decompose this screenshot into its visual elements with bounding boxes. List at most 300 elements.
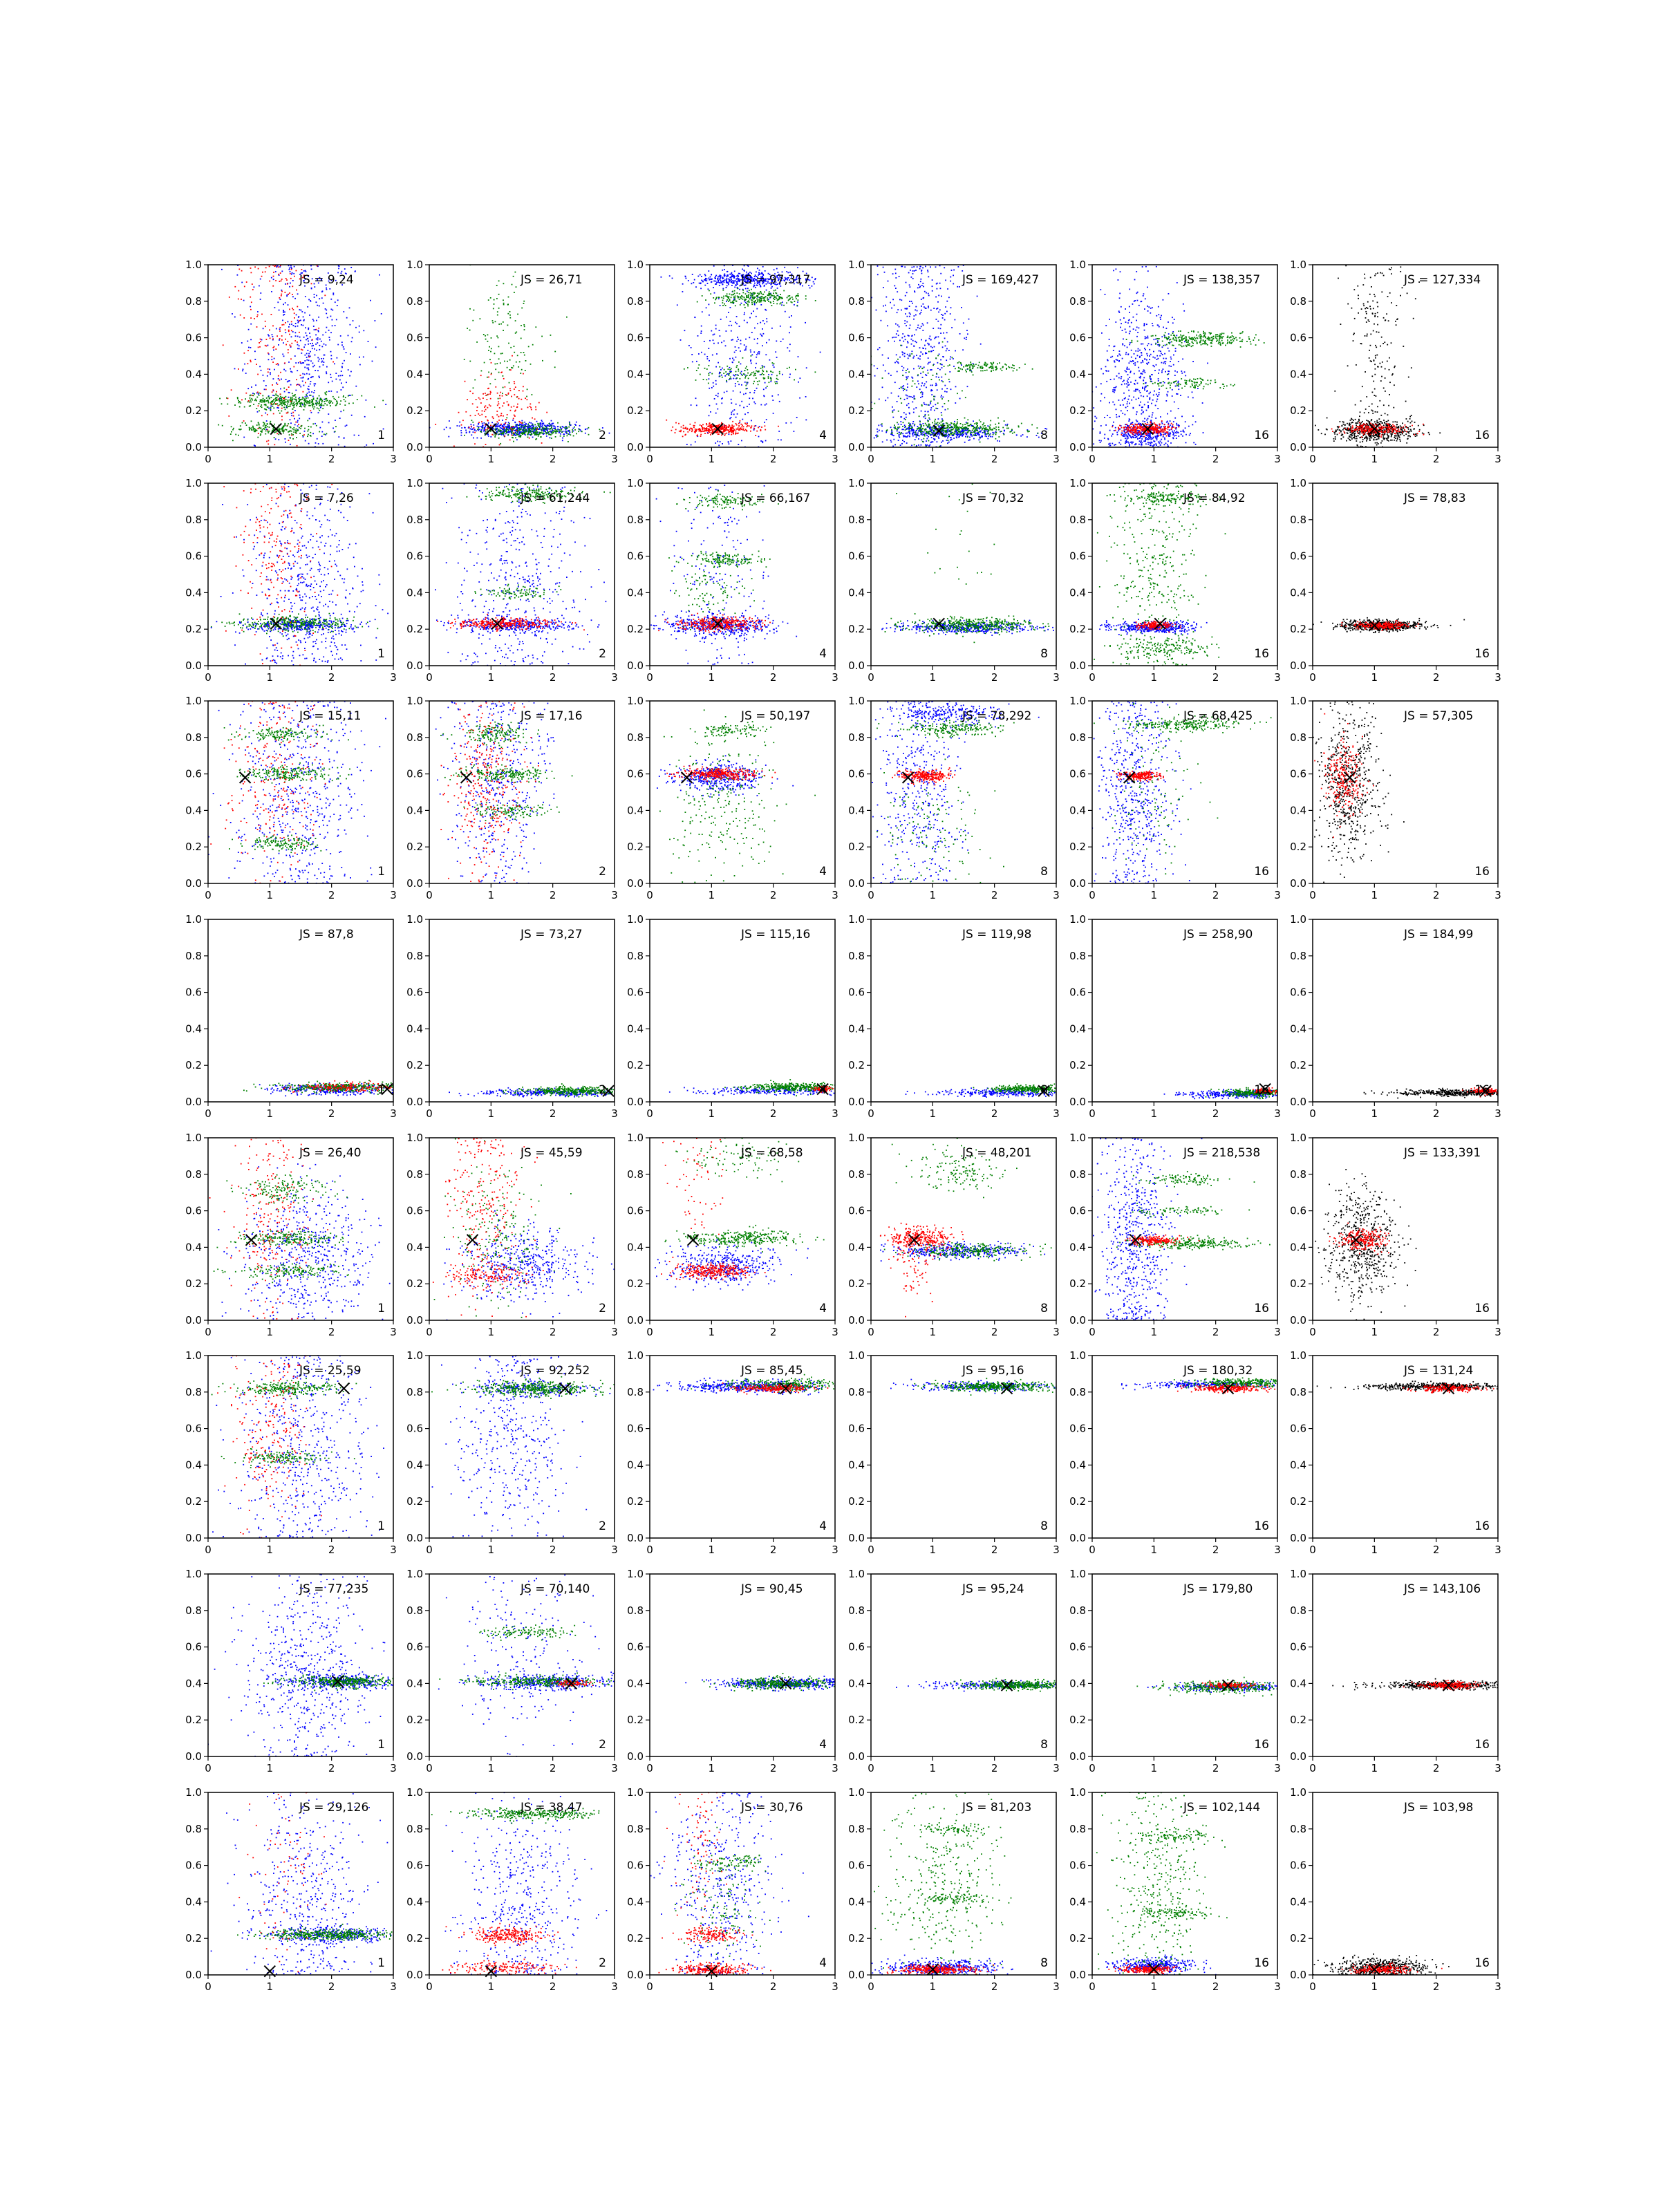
y-tick-label: 1.0 [185,259,202,271]
scatter-point [585,429,586,430]
scatter-point [479,415,480,416]
scatter-point [541,429,543,430]
scatter-point [736,316,738,317]
scatter-point [888,340,889,341]
scatter-point [498,358,500,359]
scatter-point [760,293,762,294]
scatter-point [309,395,310,396]
scatter-point [709,278,710,279]
scatter-point [912,435,914,437]
scatter-point [232,440,234,441]
scatter-point [723,373,724,374]
scatter-point [789,299,790,300]
scatter-point [998,436,1000,438]
scatter-point [291,321,292,323]
scatter-point [515,320,516,321]
scatter-point [762,328,763,330]
scatter-point [713,265,715,267]
scatter-point [288,349,289,350]
scatter-point [967,386,968,387]
scatter-point [938,438,939,439]
scatter-point [744,265,745,267]
y-tick-label: 0.8 [185,295,202,308]
scatter-point [925,444,926,446]
scatter-point [918,357,919,359]
scatter-point [326,327,328,328]
scatter-point [510,427,512,429]
scatter-point [479,429,480,430]
scatter-point [538,435,539,437]
scatter-point [588,434,590,435]
scatter-point [786,302,787,303]
scatter-point [285,339,286,340]
scatter-point [229,297,230,298]
scatter-point [776,383,778,384]
scatter-point [272,362,274,363]
scatter-point [729,325,730,326]
scatter-point [326,313,327,315]
scatter-point [912,335,913,337]
scatter-point [496,285,498,286]
scatter-point [757,338,758,339]
scatter-point [219,398,221,400]
scatter-point [753,292,754,294]
scatter-point [318,443,319,444]
scatter-point [907,395,908,397]
scatter-point [254,286,255,288]
scatter-point [803,271,804,272]
scatter-point [744,350,745,351]
scatter-point [529,404,531,405]
scatter-point [878,424,879,426]
scatter-point [899,435,900,437]
scatter-point [704,274,706,275]
scatter-point [708,288,709,290]
scatter-point [281,420,283,421]
scatter-point [239,429,241,431]
scatter-point [923,286,924,288]
scatter-point [313,326,315,327]
scatter-point [942,315,944,316]
scatter-point [550,437,551,438]
scatter-point [287,425,288,427]
scatter-point [928,364,929,365]
scatter-point [326,288,327,289]
scatter-point [292,412,294,413]
scatter-point [959,398,961,400]
scatter-point [961,307,962,308]
scatter-point [553,425,554,427]
scatter-point [250,360,251,362]
scatter-point [329,400,330,402]
scatter-point [355,327,357,328]
scatter-point [237,398,238,400]
scatter-point [683,431,684,433]
scatter-point [721,342,722,344]
scatter-point [223,344,224,346]
scatter-point [932,347,933,348]
scatter-point [899,326,900,328]
scatter-point [941,367,943,368]
scatter-point [516,332,517,333]
scatter-point [939,434,940,435]
scatter-point [919,424,921,425]
scatter-point [259,401,261,402]
scatter-point [316,350,317,351]
scatter-point [734,287,735,288]
scatter-point [308,353,310,355]
scatter-point [756,388,758,389]
scatter-point [570,431,571,433]
scatter-point [343,311,344,312]
scatter-point [713,281,715,282]
scatter-point [695,286,697,288]
scatter-point [248,329,250,330]
scatter-point [724,274,725,275]
scatter-point [798,293,799,294]
scatter-point [232,313,233,315]
scatter-point [338,436,339,438]
scatter-point [258,433,259,434]
scatter-point [700,435,702,437]
scatter-point [498,431,500,432]
scatter-point [747,297,749,298]
scatter-point [469,308,471,310]
scatter-point [502,420,503,421]
scatter-point [736,283,738,284]
scatter-point [277,301,279,303]
scatter-point [294,399,295,400]
scatter-point [738,444,739,445]
scatter-point [923,324,924,326]
scatter-point [799,397,800,399]
scatter-point [940,359,941,361]
scatter-point [760,291,761,292]
scatter-point [518,390,520,391]
scatter-point [893,439,894,440]
scatter-point [982,435,983,436]
scatter-point [474,443,476,444]
scatter-point [525,427,526,429]
scatter-point [711,279,712,280]
scatter-point [344,268,346,270]
scatter-point [1038,437,1040,438]
scatter-point [283,397,284,399]
scatter-point [304,431,306,432]
scatter-point [906,442,908,444]
scatter-point [738,279,740,281]
scatter-point [733,391,734,392]
scatter-point [233,428,234,429]
scatter-point [727,293,728,294]
scatter-point [747,288,749,289]
scatter-point [939,309,941,310]
scatter-point [341,341,343,343]
scatter-point [757,371,758,372]
scatter-point [500,424,502,425]
scatter-point [279,330,281,332]
scatter-point [299,400,301,401]
scatter-point [897,401,898,402]
x-tick-label: 0 [205,453,212,465]
scatter-point [515,437,516,438]
scatter-point [469,427,470,429]
scatter-point [560,427,561,428]
scatter-point [569,422,570,424]
scatter-point [314,406,315,408]
scatter-point [275,400,276,402]
scatter-point [496,431,497,432]
scatter-point [789,344,791,345]
scatter-point [238,435,239,436]
scatter-point [305,296,306,297]
scatter-point [505,394,507,395]
scatter-point [526,396,527,397]
scatter-point [753,402,755,403]
scatter-point [501,413,503,414]
scatter-point [310,343,311,344]
scatter-point [724,303,725,305]
scatter-point [686,278,687,279]
scatter-point [296,437,297,438]
scatter-point [517,431,518,433]
scatter-point [500,430,502,431]
scatter-point [484,411,485,412]
scatter-point [284,362,285,364]
scatter-point [909,432,910,433]
scatter-point [744,299,746,300]
scatter-point [312,319,314,320]
scatter-point [751,363,752,364]
scatter-point [907,384,908,385]
scatter-point [268,408,270,409]
scatter-point [348,395,349,397]
scatter-point [490,392,491,393]
scatter-point [930,346,932,348]
scatter-point [527,437,529,438]
scatter-point [475,415,476,416]
scatter-point [276,266,277,268]
scatter-point [278,395,279,397]
scatter-point [491,374,492,375]
scatter-point [508,297,509,298]
scatter-point [257,437,259,438]
scatter-point [521,431,522,433]
scatter-point [308,368,309,369]
scatter-point [557,426,559,427]
scatter-point [344,360,345,362]
scatter-point [906,395,907,396]
scatter-point [738,433,739,434]
scatter-point [951,270,953,271]
scatter-point [534,424,536,426]
scatter-point [729,373,730,374]
scatter-point [733,414,735,415]
scatter-point [892,417,894,418]
scatter-point [925,348,926,350]
scatter-point [755,367,756,368]
scatter-point [711,373,713,375]
scatter-point [274,402,275,403]
scatter-point [919,388,921,390]
scatter-point [478,413,479,415]
scatter-point [901,299,902,301]
scatter-point [904,353,906,354]
scatter-point [767,299,769,301]
scatter-point [968,440,970,441]
scatter-point [260,279,261,280]
scatter-point [270,337,271,339]
scatter-point [485,339,487,340]
scatter-point [760,374,761,375]
scatter-point [907,386,908,388]
scatter-point [523,422,524,424]
scatter-point [941,377,942,378]
scatter-point [756,371,757,372]
scatter-point [261,400,263,401]
scatter-point [314,384,315,385]
scatter-point [719,297,720,299]
scatter-point [914,270,915,272]
scatter-point [725,430,727,431]
scatter-point [498,438,500,439]
scatter-point [724,435,726,436]
scatter-point [776,268,778,270]
scatter-point [488,372,489,373]
scatter-point [727,429,728,431]
scatter-point [733,277,735,279]
scatter-point [521,429,522,430]
scatter-point [309,315,310,316]
scatter-point [446,427,447,428]
scatter-point [760,404,762,406]
scatter-point [487,399,488,400]
scatter-point [279,404,280,406]
scatter-point [319,400,321,401]
scatter-point [498,324,500,325]
scatter-point [487,420,488,421]
scatter-point [909,436,910,438]
scatter-point [330,332,332,333]
scatter-point [758,353,760,355]
scatter-point [288,402,290,403]
scatter-point [553,432,554,433]
scatter-point [330,377,332,378]
scatter-point [899,299,901,301]
scatter-point [339,265,340,267]
scatter-point [720,375,721,377]
scatter-point [907,354,908,355]
scatter-point [783,305,785,306]
scatter-point [953,366,955,367]
scatter-point [256,364,257,365]
scatter-point [995,429,997,431]
scatter-point [288,400,289,402]
scatter-point [490,405,491,406]
scatter-point [328,391,330,392]
scatter-point [918,366,919,367]
scatter-point [487,377,488,378]
scatter-point [732,302,733,303]
scatter-point [899,437,900,438]
scatter-point [296,290,297,291]
scatter-point [706,428,708,429]
scatter-point [745,385,747,386]
scatter-point [788,296,789,297]
scatter-point [711,330,712,332]
scatter-point [484,427,485,429]
scatter-point [448,436,449,438]
scatter-point [720,282,721,283]
scatter-point [744,344,745,346]
scatter-point [536,431,538,433]
scatter-point [729,443,730,444]
scatter-point [789,374,791,375]
scatter-point [246,424,247,426]
scatter-point [316,301,317,303]
scatter-point [756,363,757,364]
scatter-point [916,430,917,431]
scatter-point [250,306,251,308]
scatter-point [523,391,524,392]
scatter-point [288,294,289,295]
scatter-point [536,429,538,430]
scatter-point [251,427,252,429]
scatter-point [552,429,553,430]
scatter-point [566,431,568,433]
scatter-point [769,291,770,292]
scatter-point [294,340,296,341]
scatter-point [518,366,519,368]
scatter-point [484,429,485,430]
scatter-point [292,395,294,397]
scatter-point [756,308,758,310]
scatter-point [532,431,533,432]
scatter-point [300,375,301,376]
y-tick-label: 1.0 [406,259,423,271]
scatter-point [326,404,328,406]
scatter-point [669,275,671,276]
scatter-point [902,354,903,355]
scatter-point [560,435,561,437]
y-tick-label: 0.2 [627,404,644,417]
scatter-point [942,346,944,348]
scatter-point [474,379,476,381]
scatter-point [254,350,256,352]
scatter-point [932,350,934,351]
scatter-point [308,359,310,361]
scatter-point [245,398,246,400]
scatter-point [737,287,738,288]
scatter-point [731,325,732,326]
scatter-point [760,440,762,442]
scatter-point [713,382,714,384]
scatter-point [260,433,261,435]
scatter-point [715,380,717,382]
scatter-point [926,438,928,440]
scatter-point [733,300,735,301]
scatter-point [771,294,772,295]
scatter-point [314,294,315,295]
scatter-point [498,420,500,421]
scatter-point [319,345,321,346]
scatter-point [715,283,716,285]
scatter-point [238,299,239,300]
scatter-point [913,395,915,397]
scatter-point [690,424,691,425]
scatter-point [490,297,491,299]
scatter-point [251,429,252,431]
